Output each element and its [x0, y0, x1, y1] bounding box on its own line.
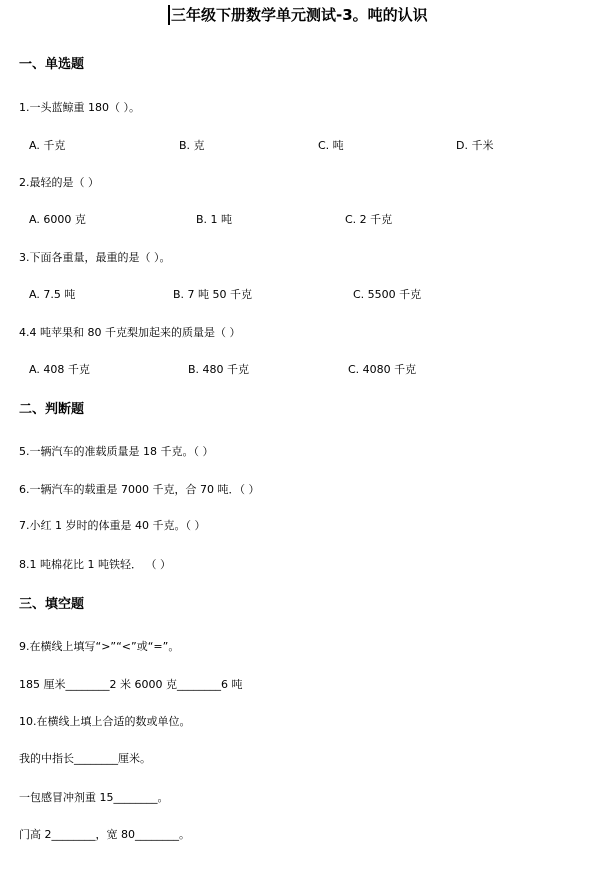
- question-5: 5.一辆汽车的准载质量是 18 千克。（ ）: [19, 445, 214, 458]
- question-9-blanks: 185 厘米________2 米 6000 克________6 吨: [19, 678, 243, 691]
- question-10-blank-1: 我的中指长________厘米。: [19, 752, 151, 765]
- question-8: 8.1 吨棉花比 1 吨铁轻． （ ）: [19, 558, 171, 571]
- question-3-option-a: A. 7.5 吨: [29, 288, 76, 301]
- question-3-option-c: C. 5500 千克: [353, 288, 422, 301]
- question-10-blank-2: 一包感冒冲剂重 15________。: [19, 791, 169, 804]
- question-2-option-c: C. 2 千克: [345, 213, 393, 226]
- question-2-option-a: A. 6000 克: [29, 213, 86, 226]
- question-1: 1.一头蓝鲸重 180（ ）。: [19, 101, 140, 114]
- question-3-option-b: B. 7 吨 50 千克: [173, 288, 253, 301]
- question-1-option-c: C. 吨: [318, 139, 344, 152]
- question-3: 3.下面各重量，最重的是（ ）。: [19, 251, 171, 264]
- question-1-option-b: B. 克: [179, 139, 205, 152]
- section-heading-fill-in: 三、填空题: [19, 597, 85, 612]
- question-4-option-b: B. 480 千克: [188, 363, 250, 376]
- page-title: 三年级下册数学单元测试-3。吨的认识: [168, 5, 428, 25]
- question-10: 10.在横线上填上合适的数或单位。: [19, 715, 191, 728]
- question-4: 4.4 吨苹果和 80 千克梨加起来的质量是（ ）: [19, 326, 241, 339]
- question-1-option-a: A. 千克: [29, 139, 66, 152]
- section-heading-single-choice: 一、单选题: [19, 57, 85, 72]
- question-1-option-d: D. 千米: [456, 139, 494, 152]
- question-4-option-a: A. 408 千克: [29, 363, 90, 376]
- question-2: 2.最轻的是（ ）: [19, 176, 99, 189]
- question-2-option-b: B. 1 吨: [196, 213, 233, 226]
- section-heading-true-false: 二、判断题: [19, 402, 85, 417]
- question-7: 7.小红 1 岁时的体重是 40 千克。（ ）: [19, 519, 206, 532]
- question-10-blank-3: 门高 2________，宽 80________。: [19, 828, 190, 841]
- question-9: 9.在横线上填写“>”“<”或“=”。: [19, 640, 180, 653]
- question-6: 6.一辆汽车的载重是 7000 千克，合 70 吨．（ ）: [19, 483, 260, 496]
- question-4-option-c: C. 4080 千克: [348, 363, 417, 376]
